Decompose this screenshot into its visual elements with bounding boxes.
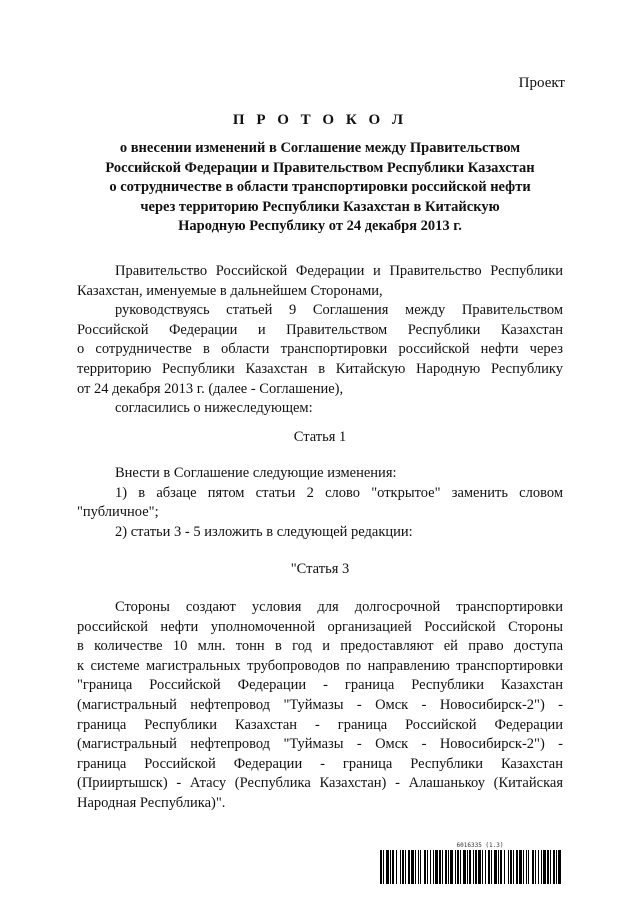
barcode-bar xyxy=(523,850,524,884)
barcode-bar xyxy=(455,850,456,884)
preamble-line: согласились о нижеследующем: xyxy=(115,400,313,417)
barcode-bar xyxy=(516,850,518,884)
preamble-line: территорию Республики Казахстан в Китайскую Народную Республику xyxy=(77,360,563,377)
article-3-line: в количестве 10 млн. тонн в год и предоставляют ей право доступа xyxy=(77,638,563,655)
article-1-item-1: 1) в абзаце пятом статьи 2 слово "открытое" заменить словом xyxy=(115,484,563,501)
article-1-intro: Внести в Соглашение следующие изменения: xyxy=(115,465,397,481)
article-3-line: российской нефти уполномоченной организацией Российской Стороны xyxy=(77,618,563,635)
article-3-line: к системе магистральных трубопроводов по направлению транспортировки xyxy=(77,657,563,674)
barcode-bar xyxy=(448,850,449,884)
barcode-bar xyxy=(475,850,477,884)
barcode-bar xyxy=(550,850,551,884)
barcode-bar xyxy=(380,850,382,884)
preamble-line: Правительство Российской Федерации и Правительство Республики xyxy=(115,263,563,279)
barcode-bar xyxy=(433,850,434,884)
barcode-bar xyxy=(494,850,497,884)
article-3-line: граница Российской Федерации - граница Республики Казахстан xyxy=(77,755,563,772)
barcode-bar xyxy=(402,850,404,884)
barcode-bar xyxy=(469,850,471,884)
barcode-bar xyxy=(450,850,453,884)
barcode-bar xyxy=(478,850,481,884)
barcode-number: 6016335 (1.3) xyxy=(456,842,504,849)
subtitle-line: Российской Федерации и Правительством Республики Казахстан xyxy=(105,159,535,176)
barcode-bar xyxy=(498,850,499,884)
barcode-bar xyxy=(508,850,509,884)
barcode-bar xyxy=(386,850,389,884)
article-3-line: Народная Республика)". xyxy=(77,794,226,811)
barcode-bar xyxy=(547,850,549,884)
article-3-line: (магистральный нефтепровод "Туймазы - Омск - Новосибирск-2") - xyxy=(77,696,563,713)
barcode-bar xyxy=(513,850,514,884)
barcode-bar xyxy=(396,850,397,884)
article-3-heading: "Статья 3 xyxy=(290,561,350,577)
barcode-graphic xyxy=(380,850,562,884)
barcode-bar xyxy=(420,850,421,884)
subtitle-line: через территорию Республики Казахстан в Китайскую xyxy=(140,198,500,215)
barcode-bar xyxy=(543,850,546,884)
document-subtitle xyxy=(60,139,580,237)
preamble-line: о сотрудничестве в области транспортировки российской нефти через xyxy=(77,341,563,358)
subtitle-line: о сотрудничестве в области транспортировки российской нефти xyxy=(109,179,531,196)
barcode-bar xyxy=(519,850,522,884)
preamble-line: от 24 декабря 2013 г. (далее - Соглашение), xyxy=(77,380,344,397)
barcode-bar xyxy=(510,850,512,884)
barcode-bar xyxy=(405,850,406,884)
barcode-bar xyxy=(400,850,401,884)
subtitle-line: о внесении изменений в Соглашение между Правительством xyxy=(119,140,521,156)
barcode-bar xyxy=(392,850,394,884)
preamble xyxy=(77,262,563,419)
barcode xyxy=(380,842,562,884)
article-3-line: "граница Российской Федерации - граница Республики Казахстан xyxy=(77,677,563,694)
article-3-line: (Прииртышск) - Атасу (Республика Казахстан) - Алашанькоу (Китайская xyxy=(77,775,563,792)
barcode-bar xyxy=(488,850,490,884)
barcode-bar xyxy=(463,850,466,884)
article-3-line: (магистральный нефтепровод "Туймазы - Омск - Новосибирск-2") - xyxy=(77,736,563,753)
barcode-bar xyxy=(439,850,441,884)
article-1-item-2: 2) статьи 3 - 5 изложить в следующей редакции: xyxy=(115,523,413,540)
preamble-line: Российской Федерации и Правительством Республики Казахстан xyxy=(77,321,563,338)
draft-mark: Проект xyxy=(518,75,565,91)
subtitle-line: Народную Республику от 24 декабря 2013 г. xyxy=(178,218,462,235)
barcode-bar xyxy=(535,850,536,884)
barcode-bar xyxy=(411,850,414,884)
barcode-bar xyxy=(390,850,391,884)
article-3-line: Стороны создают условия для долгосрочной транспортировки xyxy=(115,599,563,615)
preamble-line: руководствуясь статьей 9 Соглашения между Правительством xyxy=(115,302,563,319)
barcode-bar xyxy=(553,850,555,884)
barcode-bar xyxy=(556,850,557,884)
barcode-bar xyxy=(435,850,438,884)
barcode-bar xyxy=(482,850,483,884)
barcode-bar xyxy=(528,850,529,884)
article-1-body xyxy=(77,464,563,542)
barcode-bar xyxy=(383,850,384,884)
barcode-bar xyxy=(430,850,431,884)
barcode-bar xyxy=(467,850,468,884)
barcode-bar xyxy=(558,850,561,884)
barcode-bar xyxy=(532,850,534,884)
barcode-bar xyxy=(442,850,443,884)
barcode-bar xyxy=(445,850,447,884)
barcode-bar xyxy=(424,850,426,884)
barcode-bar xyxy=(460,850,461,884)
barcode-bar xyxy=(538,850,539,884)
barcode-bar xyxy=(418,850,419,884)
article-3-body xyxy=(77,598,563,814)
barcode-bar xyxy=(541,850,542,884)
barcode-bar xyxy=(415,850,416,884)
barcode-bar xyxy=(485,850,486,884)
barcode-bar xyxy=(408,850,410,884)
document-title: П Р О Т О К О Л xyxy=(232,112,408,128)
barcode-bar xyxy=(457,850,459,884)
barcode-bar xyxy=(526,850,527,884)
barcode-bar xyxy=(427,850,428,884)
article-3-line: граница Республики Казахстан - граница Российской Федерации xyxy=(77,716,563,733)
barcode-bar xyxy=(491,850,492,884)
barcode-bar xyxy=(504,850,505,884)
barcode-bar xyxy=(473,850,474,884)
article-1-item-1-cont: "публичное"; xyxy=(77,504,159,521)
article-1-heading: Статья 1 xyxy=(293,429,347,445)
barcode-bar xyxy=(500,850,502,884)
preamble-line: Казахстан, именуемые в дальнейшем Сторонами, xyxy=(77,282,383,299)
